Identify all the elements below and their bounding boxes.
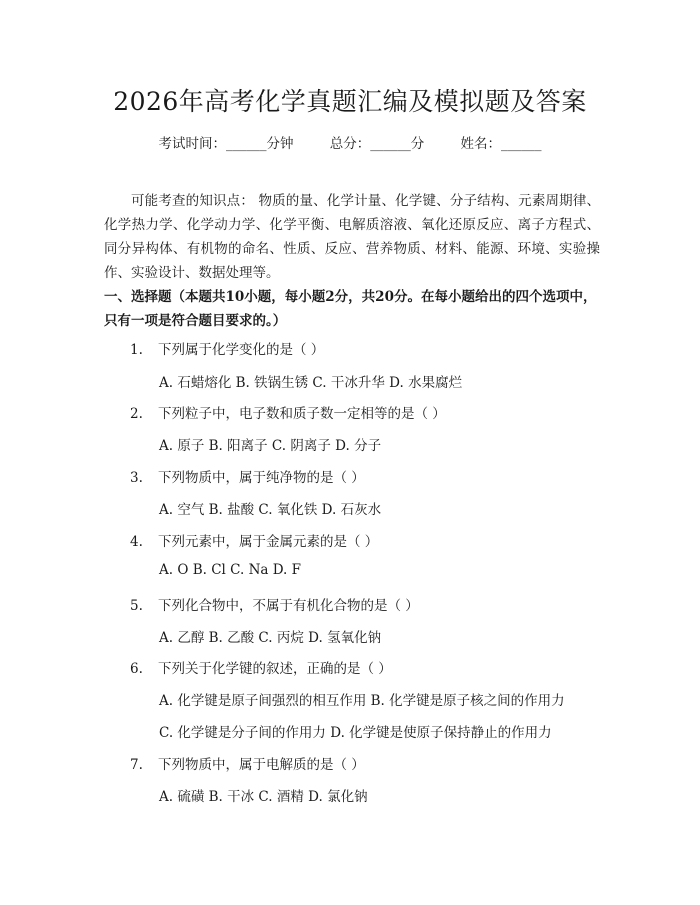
question-number: 4.	[130, 534, 143, 550]
knowledge-points: 可能考查的知识点： 物质的量、化学计量、化学键、分子结构、元素周期律、化学热力学、化学动力学、化学平衡、电解质溶液、氧化还原反应、离子方程式、同分异构体、有机物的命名、性质、反应、营养物质、材料、能源、环境、实验操作、实验设计、数据处理等。	[104, 193, 600, 281]
question-text: 下列物质中，属于纯净物的是（ ）	[158, 470, 365, 486]
question-3-options: A. 空气 B. 盐酸 C. 氧化铁 D. 石灰水	[159, 502, 382, 518]
question-4	[130, 530, 378, 550]
question-number: 3.	[130, 470, 143, 486]
question-number: 1.	[130, 342, 143, 358]
question-1-options: A. 石蜡熔化 B. 铁锅生锈 C. 干冰升华 D. 水果腐烂	[159, 375, 463, 391]
question-7	[130, 753, 365, 773]
exam-time: 考试时间：______分钟	[158, 136, 294, 152]
question-1	[130, 338, 324, 358]
question-number: 5.	[130, 598, 143, 614]
question-text: 下列关于化学键的叙述，正确的是（ ）	[158, 661, 392, 677]
question-6	[130, 657, 392, 677]
question-3	[130, 466, 365, 486]
question-5-options: A. 乙醇 B. 乙酸 C. 丙烷 D. 氢氧化钠	[159, 630, 382, 646]
question-text: 下列化合物中，不属于有机化合物的是（ ）	[158, 598, 419, 614]
page-title: 2026年高考化学真题汇编及模拟题及答案	[113, 87, 587, 116]
student-name: 姓名：______	[460, 136, 542, 152]
question-4-options: A. O B. Cl C. Na D. F	[159, 562, 302, 578]
question-number: 2.	[130, 406, 143, 422]
question-text: 下列属于化学变化的是（ ）	[158, 342, 325, 358]
section-heading: 一、选择题（本题共10小题，每小题2分，共20分。在每小题给出的四个选项中，只有一项是符合题目要求的。）	[104, 289, 597, 329]
question-7-options: A. 硫磺 B. 干冰 C. 酒精 D. 氯化钠	[159, 789, 368, 805]
exam-total-score: 总分：______分	[329, 136, 425, 152]
question-number: 7.	[130, 757, 143, 773]
question-text: 下列元素中，属于金属元素的是（ ）	[158, 534, 379, 550]
exam-meta	[0, 132, 700, 152]
question-2-options: A. 原子 B. 阳离子 C. 阴离子 D. 分子	[159, 438, 382, 454]
question-number: 6.	[130, 661, 143, 677]
question-6-options-line-2: C. 化学键是分子间的作用力 D. 化学键是使原子保持静止的作用力	[159, 725, 552, 741]
question-5	[130, 594, 419, 614]
question-6-options-line-1: A. 化学键是原子间强烈的相互作用 B. 化学键是原子核之间的作用力	[159, 693, 565, 709]
question-text: 下列粒子中，电子数和质子数一定相等的是（ ）	[158, 406, 446, 422]
question-2	[130, 402, 446, 422]
question-text: 下列物质中，属于电解质的是（ ）	[158, 757, 365, 773]
